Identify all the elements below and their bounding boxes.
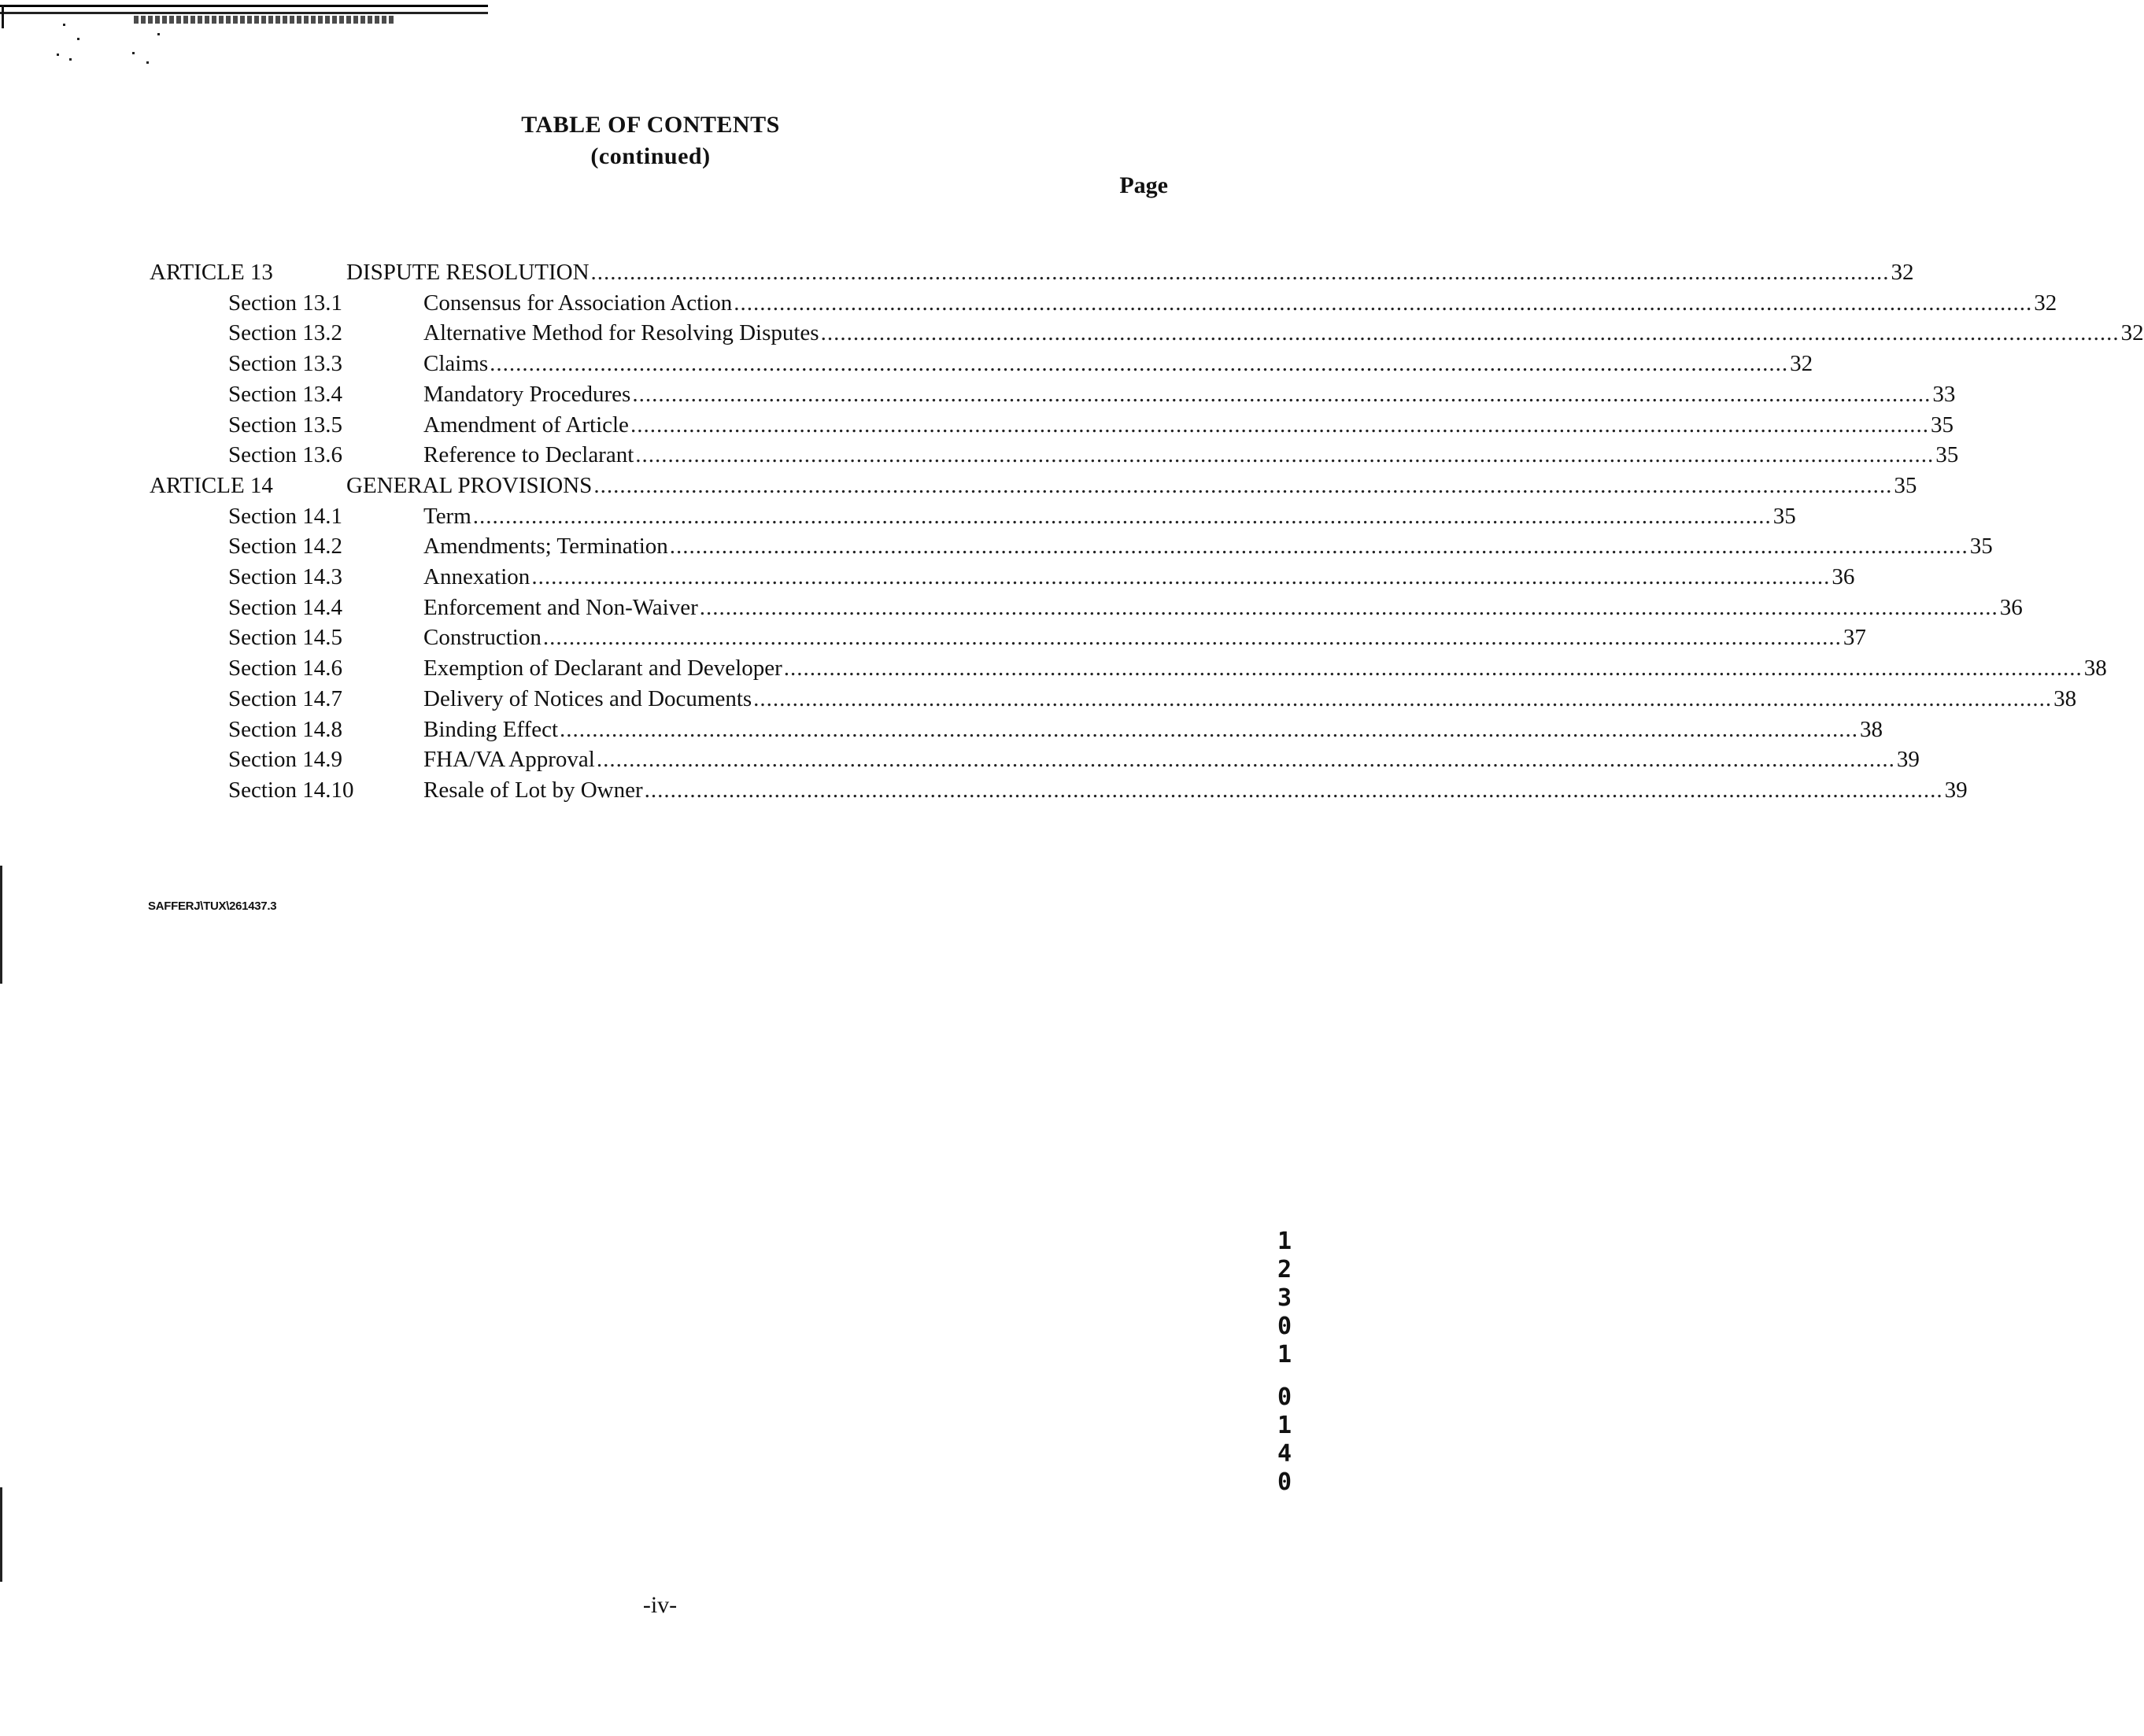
toc-page-number: 35 — [1894, 472, 1917, 498]
scan-edge-line — [0, 866, 2, 984]
toc-number: Section 14.2 — [228, 534, 342, 560]
dot-leader: ........................................................................................................................................................................................................ — [632, 381, 1931, 407]
scan-artifact — [0, 5, 488, 16]
scan-edge-line — [0, 1487, 2, 1582]
toc-number: Section 14.1 — [228, 503, 342, 529]
stamp-digit: 1 — [1277, 1341, 1292, 1368]
toc-number: Section 14.4 — [228, 594, 342, 620]
toc-section-row — [0, 501, 1796, 531]
toc-number: Section 13.4 — [228, 381, 342, 407]
toc-section-row — [0, 318, 2144, 348]
stamp-digit: 1 — [1277, 1228, 1292, 1255]
scan-speck — [69, 58, 72, 61]
toc-entry — [423, 379, 1956, 409]
page-number: -iv- — [642, 1592, 678, 1618]
toc-page-number: 32 — [1790, 351, 1813, 377]
dot-leader: ........................................................................................................................................................................................................ — [560, 716, 1859, 742]
toc-entry — [423, 593, 2023, 622]
scan-speck — [63, 24, 65, 26]
toc-page-number: 36 — [1832, 564, 1855, 589]
toc-section-row — [0, 593, 2023, 622]
toc-number: Section 14.9 — [228, 747, 342, 773]
dot-leader: ........................................................................................................................................................................................................ — [596, 747, 1895, 773]
toc-title: Claims — [423, 351, 489, 377]
toc-page-number: 33 — [1932, 381, 1956, 407]
toc-entry — [423, 622, 1866, 652]
toc-title: GENERAL PROVISIONS — [346, 472, 593, 498]
toc-section-row — [0, 379, 1956, 409]
toc-page-number: 32 — [1891, 260, 1914, 285]
stamp-gap — [1269, 1369, 1300, 1383]
toc-page-number: 35 — [1772, 503, 1796, 529]
scan-speck — [132, 52, 135, 54]
toc-section-row — [0, 410, 1954, 440]
toc-section-row — [0, 775, 1968, 805]
dot-leader: ........................................................................................................................................................................................................ — [630, 412, 1929, 438]
toc-entry — [346, 257, 1914, 287]
toc-entry — [423, 562, 1855, 592]
toc-section-row — [0, 349, 1813, 379]
toc-entry — [423, 288, 2057, 318]
toc-title: Construction — [423, 625, 542, 651]
toc-page-number: 37 — [1843, 625, 1866, 651]
toc-number: ARTICLE 13 — [150, 260, 273, 285]
toc-entry — [423, 715, 1883, 744]
toc-entry — [423, 531, 1993, 561]
dot-leader: ........................................................................................................................................................................................................ — [635, 442, 1935, 468]
toc-section-row — [0, 684, 2077, 714]
toc-section-row — [0, 562, 1855, 592]
scan-artifact — [2, 5, 4, 28]
toc-page-number: 35 — [1969, 534, 1993, 560]
toc-section-row — [0, 622, 1866, 652]
toc-number: Section 13.2 — [228, 320, 342, 346]
dot-leader: ........................................................................................................................................................................................................ — [542, 625, 1842, 651]
toc-title: Amendment of Article — [423, 412, 629, 438]
toc-entry — [423, 653, 2107, 683]
toc-page-number: 36 — [1999, 594, 2023, 620]
toc-number: Section 14.8 — [228, 716, 342, 742]
toc-page-number: 39 — [1896, 747, 1920, 773]
toc-title: DISPUTE RESOLUTION — [346, 260, 590, 285]
toc-entry — [423, 318, 2144, 348]
toc-number: Section 14.6 — [228, 656, 342, 681]
toc-article-row — [0, 471, 1917, 500]
dot-leader: ........................................................................................................................................................................................................ — [644, 777, 1943, 803]
toc-section-row — [0, 744, 1920, 774]
toc-title: Resale of Lot by Owner — [423, 777, 643, 803]
toc-title: FHA/VA Approval — [423, 747, 595, 773]
scan-speck — [157, 33, 160, 35]
toc-section-row — [0, 653, 2107, 683]
toc-title: Enforcement and Non-Waiver — [423, 594, 698, 620]
page-column-heading: Page — [1119, 172, 1168, 198]
page-title: TABLE OF CONTENTS — [521, 112, 780, 138]
toc-entry — [423, 501, 1796, 531]
dot-leader: ........................................................................................................................................................................................................ — [734, 290, 2033, 316]
toc-number: Section 13.5 — [228, 412, 342, 438]
toc-title: Delivery of Notices and Documents — [423, 685, 752, 711]
stamp-digit: 2 — [1277, 1256, 1292, 1284]
toc-title: Mandatory Procedures — [423, 381, 631, 407]
toc-entry — [423, 410, 1954, 440]
toc-title: Reference to Declarant — [423, 442, 634, 468]
stamp-digit: 1 — [1277, 1412, 1292, 1439]
toc-page-number: 35 — [1935, 442, 1959, 468]
toc-section-row — [0, 715, 1883, 744]
toc-number: Section 13.6 — [228, 442, 342, 468]
stamp-digit: 4 — [1277, 1440, 1292, 1468]
dot-leader: ........................................................................................................................................................................................................ — [699, 594, 1998, 620]
document-id: SAFFERJ\TUX\261437.3 — [148, 899, 277, 913]
toc-entry — [423, 349, 1813, 379]
toc-title: Amendments; Termination — [423, 534, 668, 560]
stamp-digit: 0 — [1277, 1313, 1292, 1340]
toc-section-row — [0, 440, 1959, 470]
toc-page-number: 39 — [1944, 777, 1968, 803]
toc-section-row — [0, 288, 2057, 318]
toc-title: Annexation — [423, 564, 530, 589]
toc-title: Exemption of Declarant and Developer — [423, 656, 782, 681]
toc-entry — [423, 744, 1920, 774]
toc-number: Section 14.7 — [228, 685, 342, 711]
toc-number: Section 14.5 — [228, 625, 342, 651]
dot-leader: ........................................................................................................................................................................................................ — [490, 351, 1789, 377]
stamp-digit: 0 — [1277, 1383, 1292, 1411]
toc-entry — [423, 684, 2077, 714]
scan-speck — [77, 38, 79, 40]
dot-leader: ........................................................................................................................................................................................................ — [593, 472, 1893, 498]
stamp-digit: 3 — [1277, 1284, 1292, 1312]
dot-leader: ........................................................................................................................................................................................................ — [590, 260, 1890, 285]
toc-article-row — [0, 257, 1914, 287]
page-subtitle: (continued) — [590, 143, 711, 169]
toc-section-row — [0, 531, 1993, 561]
toc-page-number: 38 — [2083, 656, 2107, 681]
dot-leader: ........................................................................................................................................................................................................ — [531, 564, 1831, 589]
toc-title: Term — [423, 503, 471, 529]
toc-page-number: 38 — [2053, 685, 2077, 711]
scan-artifact — [134, 16, 394, 24]
dot-leader: ........................................................................................................................................................................................................ — [783, 656, 2083, 681]
scan-speck — [146, 61, 149, 64]
toc-number: Section 14.3 — [228, 564, 342, 589]
dot-leader: ........................................................................................................................................................................................................ — [753, 685, 2053, 711]
toc-page-number: 38 — [1860, 716, 1883, 742]
stamp-digit: 0 — [1277, 1468, 1292, 1496]
toc-number: Section 13.1 — [228, 290, 342, 316]
toc-title: Binding Effect — [423, 716, 559, 742]
toc-page-number: 32 — [2120, 320, 2144, 346]
recording-stamp — [1269, 1228, 1300, 1497]
toc-number: Section 13.3 — [228, 351, 342, 377]
toc-title: Consensus for Association Action — [423, 290, 733, 316]
toc-entry — [423, 440, 1959, 470]
dot-leader: ........................................................................................................................................................................................................ — [472, 503, 1772, 529]
toc-page-number: 35 — [1930, 412, 1954, 438]
toc-number: Section 14.10 — [228, 777, 354, 803]
toc-title: Alternative Method for Resolving Disputes — [423, 320, 819, 346]
scan-speck — [57, 54, 59, 56]
toc-entry — [346, 471, 1917, 500]
toc-number: ARTICLE 14 — [150, 472, 273, 498]
dot-leader: ........................................................................................................................................................................................................ — [669, 534, 1968, 560]
toc-page-number: 32 — [2034, 290, 2057, 316]
dot-leader: ........................................................................................................................................................................................................ — [820, 320, 2120, 346]
toc-entry — [423, 775, 1968, 805]
